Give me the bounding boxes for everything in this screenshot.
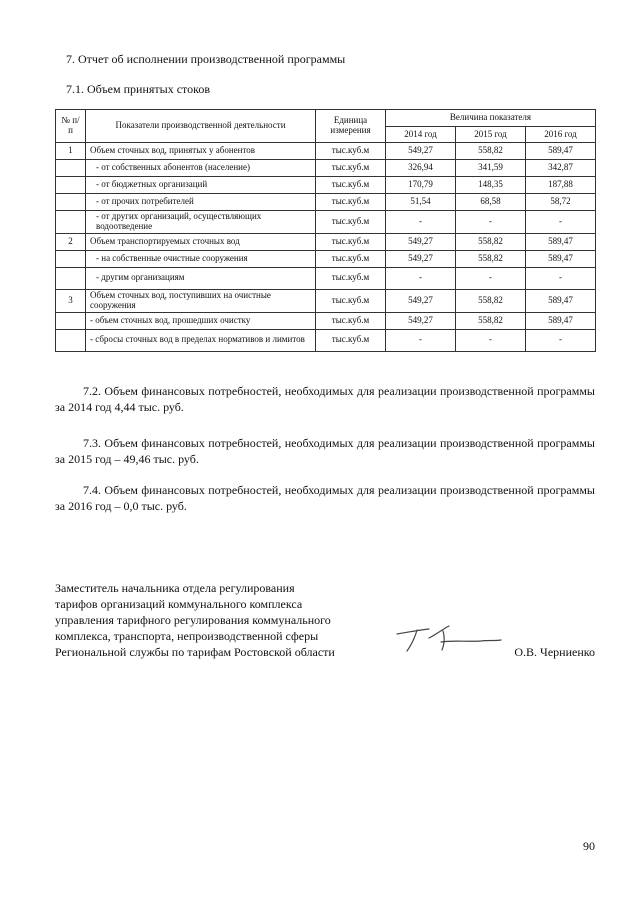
table-header-row: [56, 110, 596, 127]
signatory-title-line: Заместитель начальника отдела регулирования: [55, 581, 295, 595]
row-value-2014: -: [386, 211, 456, 234]
row-unit: тыс.куб.м: [316, 267, 386, 289]
row-value-2015: -: [456, 267, 526, 289]
row-num: [56, 160, 86, 177]
row-value-2015: 148,35: [456, 177, 526, 194]
paragraph-7-4: 7.4. Объем финансовых потребностей, необходимых для реализации производственной программы за 2016 год – 0,0 тыс. руб.: [55, 483, 595, 513]
row-value-2015: 558,82: [456, 233, 526, 250]
table-row: [56, 233, 596, 250]
row-unit: тыс.куб.м: [316, 289, 386, 312]
row-unit: тыс.куб.м: [316, 177, 386, 194]
row-value-2014: 170,79: [386, 177, 456, 194]
row-num: [56, 329, 86, 351]
paragraph-7-2: 7.2. Объем финансовых потребностей, необходимых для реализации производственной программы за 2014 год 4,44 тыс. руб.: [55, 384, 595, 414]
row-value-2014: 549,27: [386, 233, 456, 250]
row-unit: тыс.куб.м: [316, 312, 386, 329]
row-label: - от собственных абонентов (население): [86, 160, 316, 177]
signatory-title-line: управления тарифного регулирования коммунального: [55, 613, 331, 627]
row-value-2015: 558,82: [456, 289, 526, 312]
table-row: [56, 177, 596, 194]
table-row: [56, 329, 596, 351]
header-year-2015: 2015 год: [456, 127, 526, 143]
row-num: 2: [56, 233, 86, 250]
row-label: - объем сточных вод, прошедших очистку: [86, 312, 316, 329]
header-values: Величина показателя: [386, 110, 596, 127]
row-label: Объем транспортируемых сточных вод: [86, 233, 316, 250]
signatory-name: О.В. Черниенко: [514, 645, 595, 659]
page-number: 90: [583, 839, 595, 853]
row-value-2016: 187,88: [526, 177, 596, 194]
row-value-2015: 68,58: [456, 194, 526, 211]
row-label: - другим организациям: [86, 267, 316, 289]
row-value-2016: 589,47: [526, 312, 596, 329]
header-indicators: Показатели производственной деятельности: [86, 110, 316, 143]
signatory-title-line: тарифов организаций коммунального комплекса: [55, 597, 303, 611]
table-row: [56, 211, 596, 234]
row-value-2016: -: [526, 211, 596, 234]
row-value-2015: -: [456, 329, 526, 351]
row-value-2016: -: [526, 329, 596, 351]
row-label: Объем сточных вод, поступивших на очистные сооружения: [86, 289, 316, 312]
signatory-block: [55, 580, 335, 660]
wastewater-table: [55, 109, 596, 352]
row-value-2015: -: [456, 211, 526, 234]
row-value-2016: 589,47: [526, 250, 596, 267]
row-unit: тыс.куб.м: [316, 160, 386, 177]
header-year-2014: 2014 год: [386, 127, 456, 143]
row-value-2015: 558,82: [456, 143, 526, 160]
row-unit: тыс.куб.м: [316, 250, 386, 267]
row-num: [56, 211, 86, 234]
row-label: - от прочих потребителей: [86, 194, 316, 211]
row-num: [56, 267, 86, 289]
subsection-heading: 7.1. Объем принятых стоков: [66, 82, 210, 96]
row-num: [56, 250, 86, 267]
row-value-2016: 589,47: [526, 143, 596, 160]
row-label: Объем сточных вод, принятых у абонентов: [86, 143, 316, 160]
signatory-title-line: Региональной службы по тарифам Ростовской области: [55, 645, 335, 659]
row-unit: тыс.куб.м: [316, 143, 386, 160]
row-value-2016: 589,47: [526, 233, 596, 250]
row-value-2014: -: [386, 267, 456, 289]
row-value-2014: 549,27: [386, 289, 456, 312]
header-unit: Единица измерения: [316, 110, 386, 143]
header-num: № п/п: [56, 110, 86, 143]
row-unit: тыс.куб.м: [316, 211, 386, 234]
section-heading: 7. Отчет об исполнении производственной программы: [66, 52, 346, 66]
row-num: [56, 177, 86, 194]
row-num: [56, 194, 86, 211]
handwritten-signature: [395, 620, 505, 655]
row-value-2015: 558,82: [456, 312, 526, 329]
row-value-2014: 549,27: [386, 143, 456, 160]
table-row: [56, 289, 596, 312]
row-num: 1: [56, 143, 86, 160]
row-value-2014: 549,27: [386, 250, 456, 267]
signatory-title-line: комплекса, транспорта, непроизводственной сферы: [55, 629, 319, 643]
paragraph-7-3: 7.3. Объем финансовых потребностей, необходимых для реализации производственной программы за 2015 год – 49,46 тыс. руб.: [55, 436, 595, 466]
table-row: [56, 250, 596, 267]
row-num: [56, 312, 86, 329]
row-label: - сбросы сточных вод в пределах нормативов и лимитов: [86, 329, 316, 351]
row-value-2014: 549,27: [386, 312, 456, 329]
table-row: [56, 160, 596, 177]
header-year-2016: 2016 год: [526, 127, 596, 143]
row-unit: тыс.куб.м: [316, 233, 386, 250]
row-num: 3: [56, 289, 86, 312]
row-value-2016: 589,47: [526, 289, 596, 312]
row-value-2014: 51,54: [386, 194, 456, 211]
row-unit: тыс.куб.м: [316, 329, 386, 351]
row-unit: тыс.куб.м: [316, 194, 386, 211]
row-value-2016: 342,87: [526, 160, 596, 177]
row-value-2016: 58,72: [526, 194, 596, 211]
row-label: - от других организаций, осуществляющих водоотведение: [86, 211, 316, 234]
table-row: [56, 143, 596, 160]
table-row: [56, 267, 596, 289]
table-row: [56, 312, 596, 329]
row-value-2015: 341,59: [456, 160, 526, 177]
row-label: - на собственные очистные сооружения: [86, 250, 316, 267]
row-value-2016: -: [526, 267, 596, 289]
row-value-2015: 558,82: [456, 250, 526, 267]
row-label: - от бюджетных организаций: [86, 177, 316, 194]
row-value-2014: -: [386, 329, 456, 351]
table-row: [56, 194, 596, 211]
row-value-2014: 326,94: [386, 160, 456, 177]
